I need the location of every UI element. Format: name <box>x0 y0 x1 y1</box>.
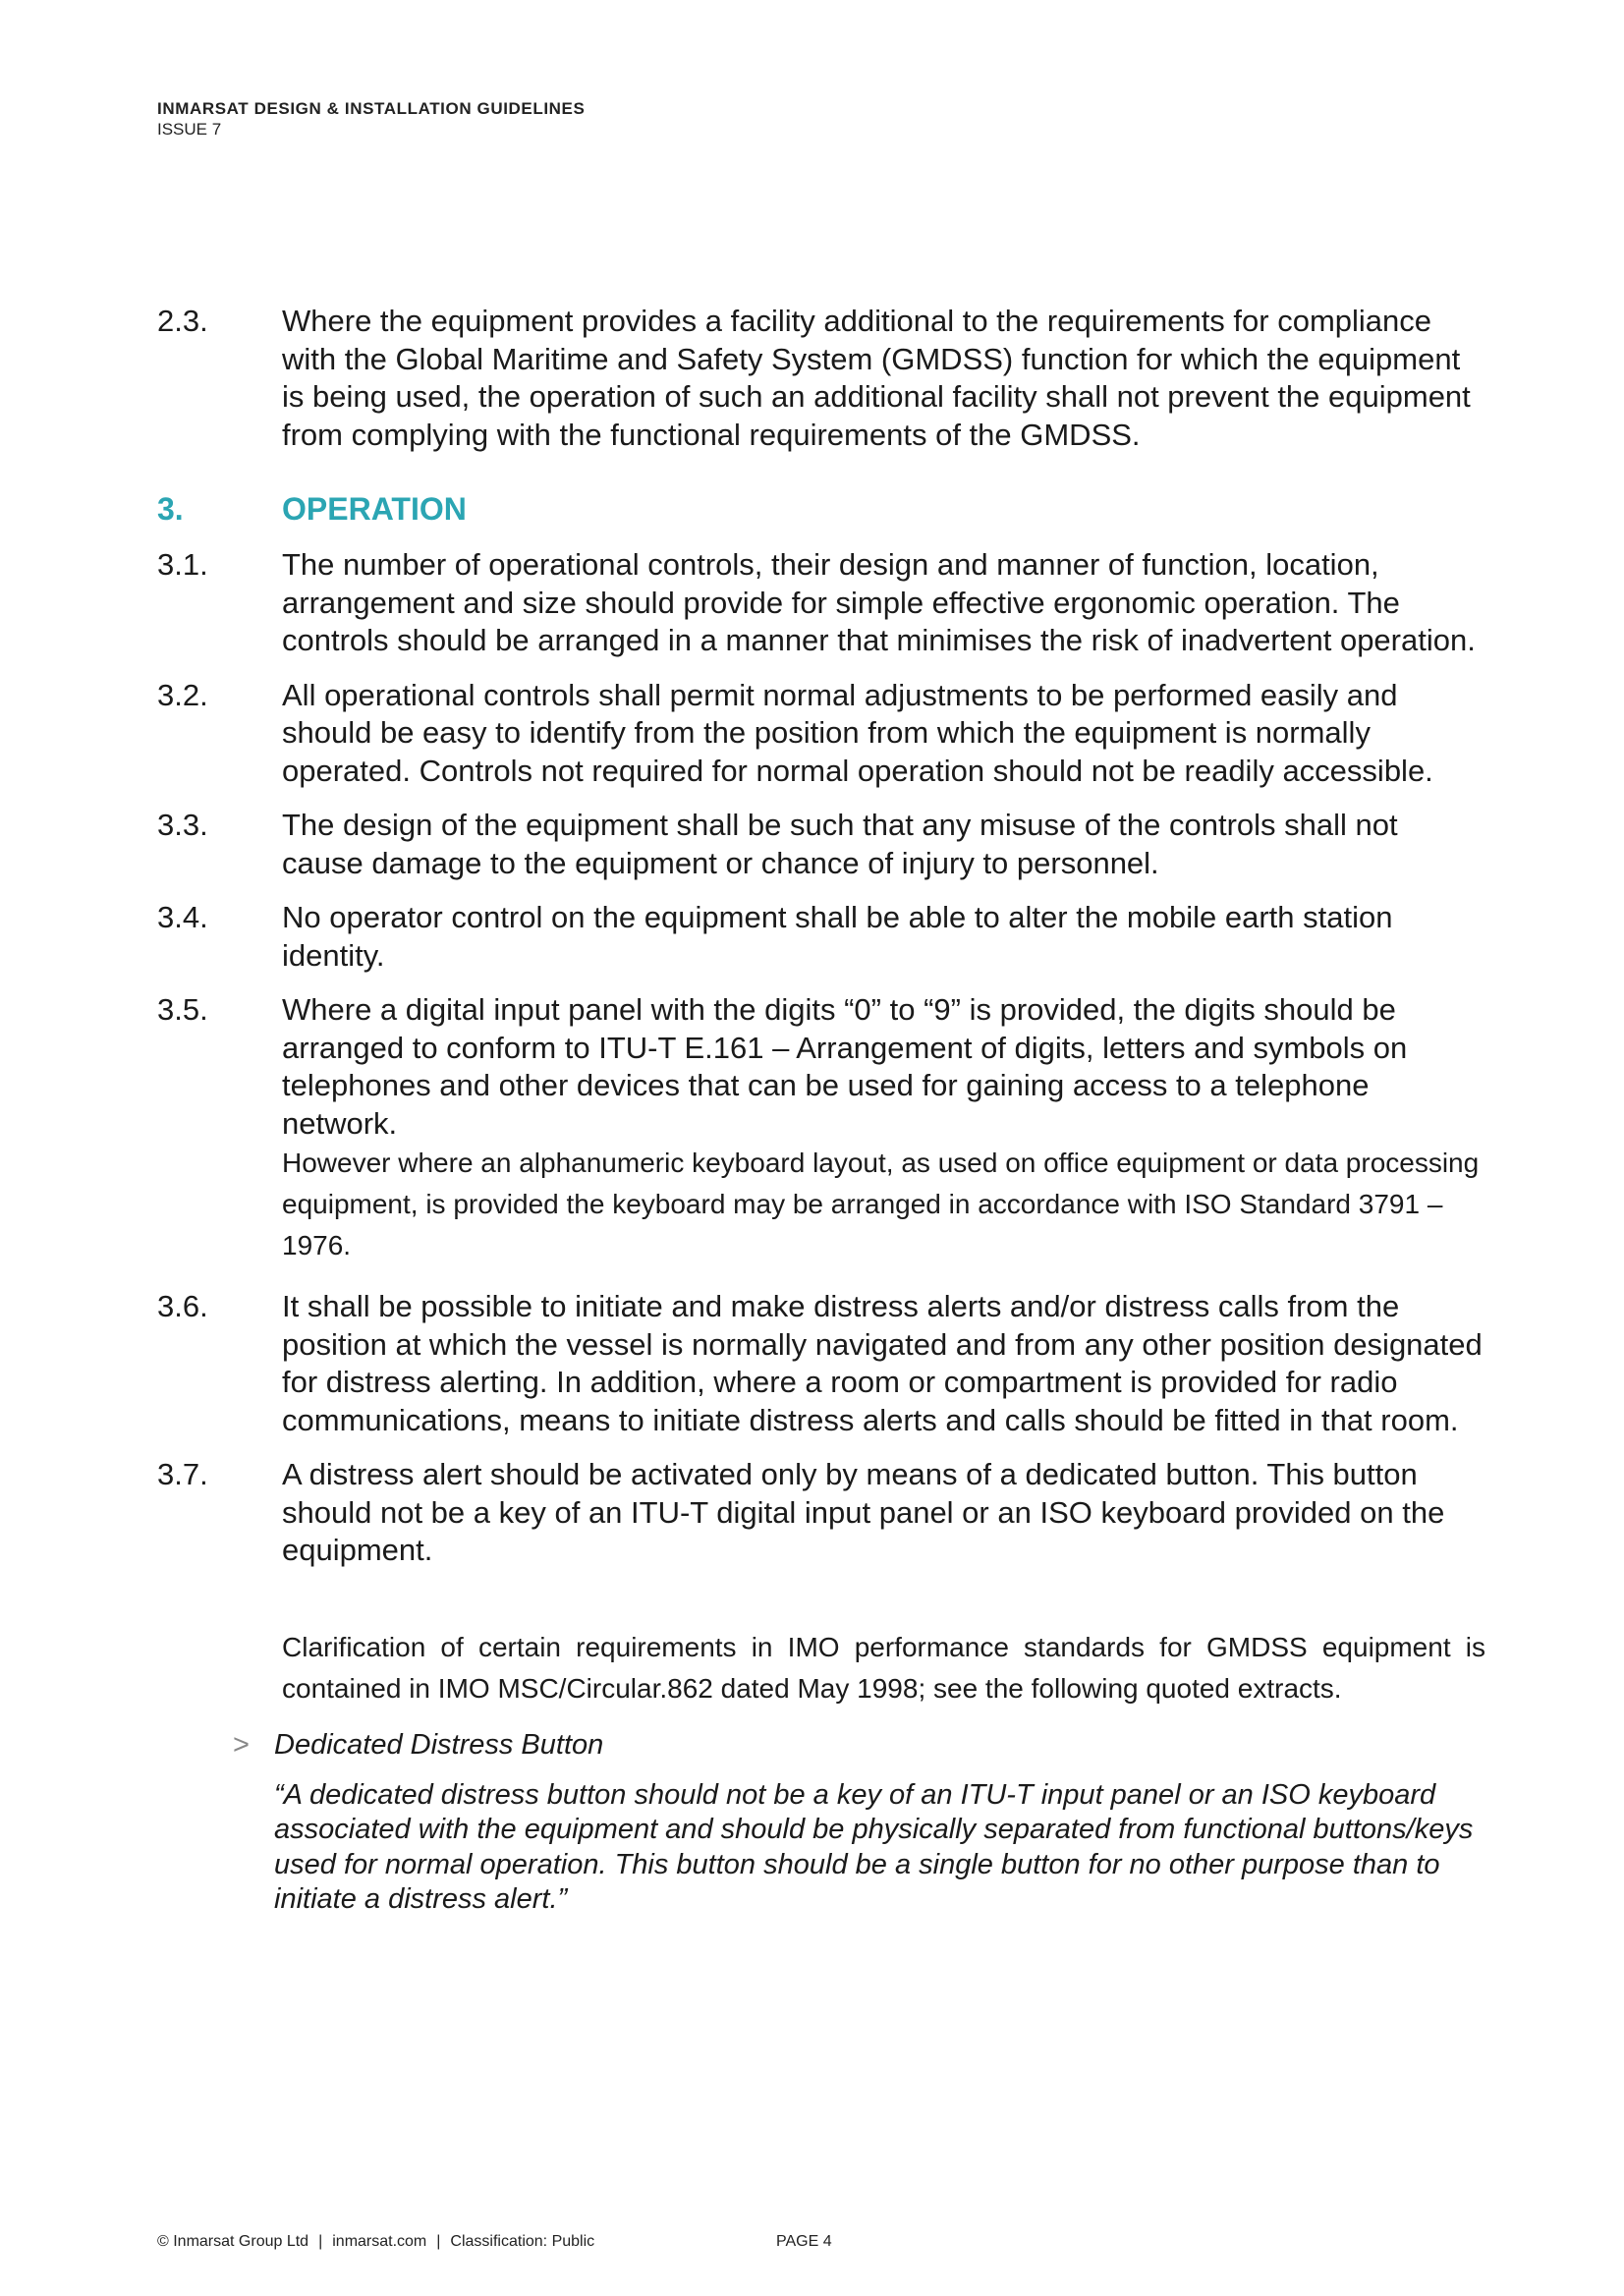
section-heading-operation <box>157 489 1493 529</box>
clause-3-7 <box>157 1456 1493 1570</box>
clarification-note: Clarification of certain requirements in IMO performance standards for GMDSS equipment is contained in IMO MSC/Circular.862 dated May 1998; see the following quoted extracts. <box>282 1631 1485 1704</box>
chevron-right-icon: > <box>233 1728 250 1761</box>
clause-text: No operator control on the equipment shall be able to alter the mobile earth station identity. <box>282 900 1393 973</box>
clause-number: 2.3. <box>157 304 208 338</box>
clause-number: 3.4. <box>157 900 208 934</box>
clause-text: The design of the equipment shall be such that any misuse of the controls shall not cause damage to the equipment or chance of injury to personnel. <box>282 808 1398 880</box>
document-title: INMARSAT DESIGN & INSTALLATION GUIDELINES <box>157 99 586 118</box>
clause-text: Where the equipment provides a facility additional to the requirements for compliance with the Global Maritime and Safety System (GMDSS) function for which the equipment is being used, the operation of such an additional facility shall not prevent the equipment from complying with the functional requirements of the GMDSS. <box>282 304 1471 452</box>
clause-3-3 <box>157 807 1493 882</box>
page-number: PAGE 4 <box>776 2233 832 2250</box>
clause-2-3 <box>157 303 1493 454</box>
document-issue: ISSUE 7 <box>157 120 222 139</box>
footer-separator: | <box>318 2233 323 2250</box>
quote-heading <box>233 1725 1493 1764</box>
page-header <box>157 98 585 140</box>
clause-3-1 <box>157 546 1493 660</box>
footer-copyright: © Inmarsat Group Ltd <box>157 2233 309 2250</box>
quote-title: Dedicated Distress Button <box>274 1728 604 1761</box>
clause-text: The number of operational controls, their design and manner of function, location, arrangement and size should provide for simple effective ergonomic operation. The controls should be arranged in a manner that minimises the risk of inadvertent operation. <box>282 547 1476 657</box>
footer-classification: Classification: Public <box>450 2233 595 2250</box>
clause-3-2 <box>157 677 1493 791</box>
clause-number: 3.2. <box>157 677 208 712</box>
clause-number: 3.5. <box>157 992 208 1027</box>
clause-number: 3.3. <box>157 808 208 842</box>
clause-3-6 <box>157 1288 1493 1439</box>
quoted-extract <box>233 1725 1493 1918</box>
clause-3-4 <box>157 899 1493 975</box>
clause-text-keyboard: However where an alphanumeric keyboard layout, as used on office equipment or data processing equipment, is provided the keyboard may be arranged in accordance with ISO Standard 3791 –1976. <box>282 1148 1480 1260</box>
clause-text: A distress alert should be activated only by means of a dedicated button. This button should not be a key of an ITU-T digital input panel or an ISO keyboard provided on the equipment. <box>282 1457 1445 1567</box>
section-number: 3. <box>157 491 184 527</box>
clause-text: It shall be possible to initiate and make distress alerts and/or distress calls from the position at which the vessel is normally navigated and from any other position designated for distress alerting. In addition, where a room or compartment is provided for radio communications, means to initiate distress alerts and calls should be fitted in that room. <box>282 1289 1483 1437</box>
page-footer <box>157 2232 594 2252</box>
clause-number: 3.6. <box>157 1289 208 1323</box>
clause-text: All operational controls shall permit normal adjustments to be performed easily and should be easy to identify from the position from which the equipment is normally operated. Controls not required for normal operation should not be readily accessible. <box>282 677 1433 788</box>
clause-text: Where a digital input panel with the digits “0” to “9” is provided, the digits should be arranged to conform to ITU-T E.161 – Arrangement of digits, letters and symbols on telephones and other devices that can be used for gaining access to a telephone network. <box>282 992 1408 1141</box>
clause-number: 3.7. <box>157 1457 208 1491</box>
document-body <box>157 303 1493 1918</box>
section-title: OPERATION <box>282 491 467 527</box>
clause-number: 3.1. <box>157 547 208 582</box>
quote-text: “A dedicated distress button should not be a key of an ITU-T input panel or an ISO keyboard associated with the equipment and should be physically separated from functional buttons/keys used for normal operation. This button should be a single button for no other purpose than to initiate a distress alert.” <box>274 1778 1474 1915</box>
footer-separator: | <box>436 2233 441 2250</box>
footer-site-link[interactable]: inmarsat.com <box>332 2233 427 2250</box>
clause-3-5 <box>157 991 1493 1266</box>
